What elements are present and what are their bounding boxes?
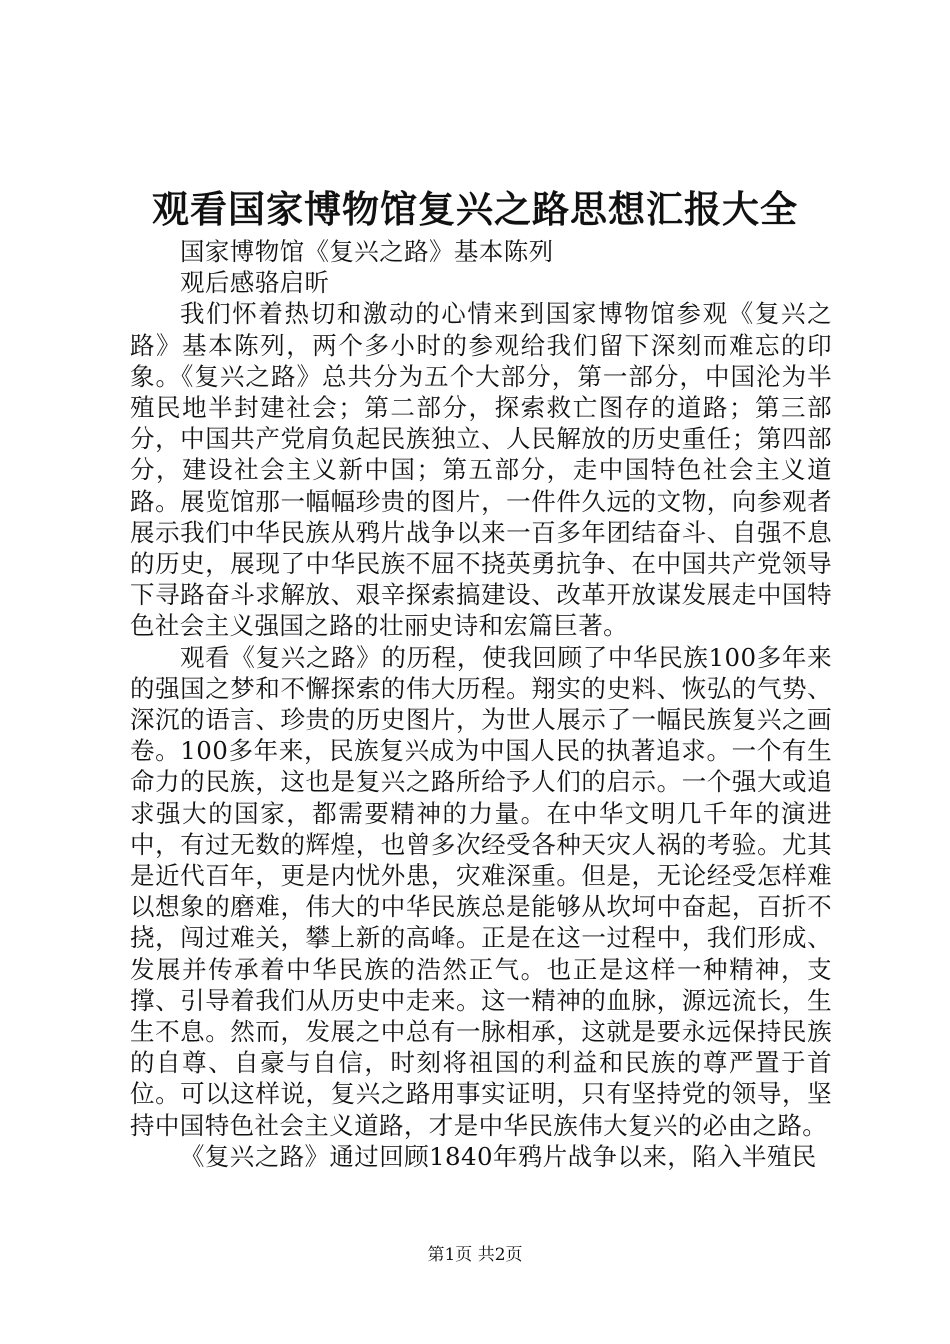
subtitle-line: 国家博物馆《复兴之路》基本陈列 <box>180 237 554 266</box>
document-title: 观看国家博物馆复兴之路思想汇报大全 <box>152 187 798 231</box>
paragraph: 观看《复兴之路》的历程，使我回顾了中华民族100多年来的强国之梦和不懈探索的伟大历程。翔实的史料、恢弘的气势、深沉的语言、珍贵的历史图片，为世人展示了一幅民族复兴之画卷。100多年来，民族复兴成为中国人民的执著追求。一个有生命力的民族，这也是复兴之路所给予人们的启示。一个强大或追求强大的国家，都需要精神的力量。在中华文明几千年的演进中，有过无数的辉煌，也曾多次经受各种天灾人祸的考验。尤其是近代百年，更是内忧外患，灾难深重。但是，无论经受怎样难以想象的磨难，伟大的中华民族总是能够从坎坷中奋起，百折不挠，闯过难关，攀上新的高峰。正是在这一过程中，我们形成、发展并传承着中华民族的浩然正气。也正是这样一种精神，支撑、引导着我们从历史中走来。这一精神的血脉，源远流长，生生不息。然而，发展之中总有一脉相承，这就是要永远保持民族的自尊、自豪与自信，时刻将祖国的利益和民族的尊严置于首位。可以这样说，复兴之路用事实证明，只有坚持党的领导，坚持中国特色社会主义道路，才是中华民族伟大复兴的必由之路。 <box>130 642 832 1140</box>
page-footer <box>0 1243 950 1267</box>
document-body <box>130 236 832 1172</box>
paragraph: 《复兴之路》通过回顾1840年鸦片战争以来，陷入半殖民 <box>180 1141 817 1171</box>
page-number: 第1页 共2页 <box>427 1245 523 1265</box>
paragraph: 我们怀着热切和激动的心情来到国家博物馆参观《复兴之路》基本陈列，两个多小时的参观给我们留下深刻而难忘的印象。《复兴之路》总共分为五个大部分，第一部分，中国沦为半殖民地半封建社会；第二部分，探索救亡图存的道路；第三部分，中国共产党肩负起民族独立、人民解放的历史重任；第四部分，建设社会主义新中国；第五部分，走中国特色社会主义道路。展览馆那一幅幅珍贵的图片，一件件久远的文物，向参观者展示我们中华民族从鸦片战争以来一百多年团结奋斗、自强不息的历史，展现了中华民族不屈不挠英勇抗争、在中国共产党领导下寻路奋斗求解放、艰辛探索搞建设、改革开放谋发展走中国特色社会主义强国之路的壮丽史诗和宏篇巨著。 <box>130 299 832 641</box>
author-line: 观后感骆启昕 <box>180 268 330 298</box>
